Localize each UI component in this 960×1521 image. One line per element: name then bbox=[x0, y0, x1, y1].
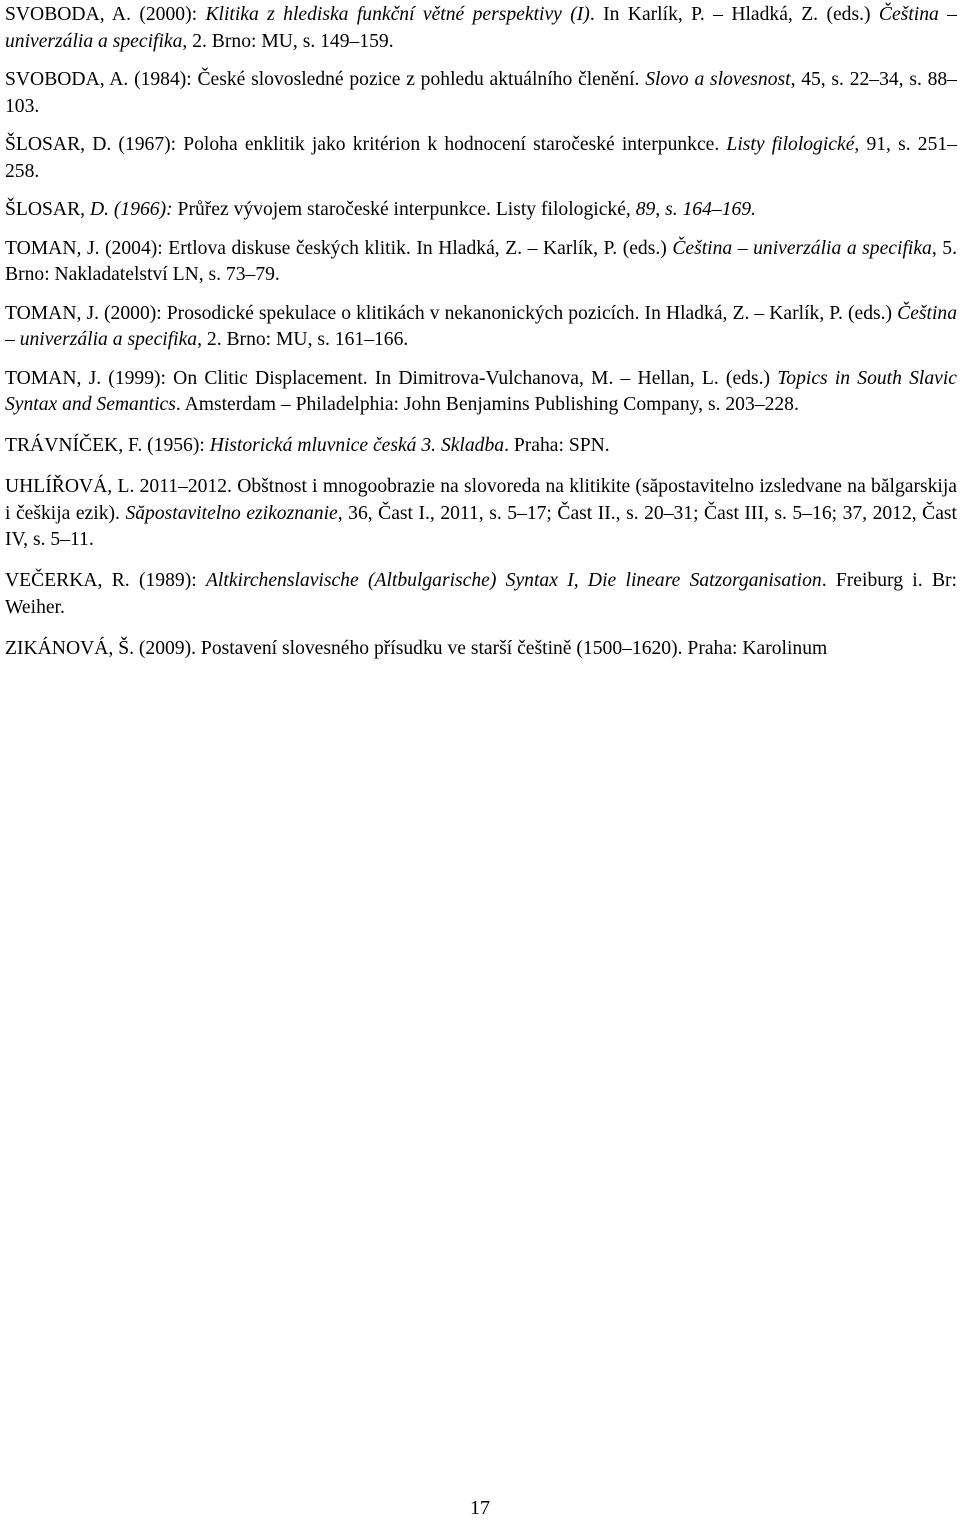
reference-entry: TOMAN, J. (2004): Ertlova diskuse českých klitik. In Hladká, Z. – Karlík, P. (eds.) Čeština – univerzália a specifika, 5. Brno: Nakladatelství LN, s. 73–79. bbox=[5, 237, 957, 285]
reference-list bbox=[5, 2, 957, 677]
reference-entry: ŠLOSAR, D. (1966): Průřez vývojem staročeské interpunkce. Listy filologické, 89, s. 164–169. bbox=[5, 199, 756, 220]
reference-entry: ŠLOSAR, D. (1967): Poloha enklitik jako kritérion k hodnocení staročeské interpunkce. Listy filologické, 91, s. 251–258. bbox=[5, 134, 957, 182]
reference-entry: SVOBODA, A. (1984): České slovosledné pozice z pohledu aktuálního členění. Slovo a slovesnost, 45, s. 22–34, s. 88–103. bbox=[5, 69, 957, 117]
reference-entry: SVOBODA, A. (2000): Klitika z hlediska funkční větné perspektivy (I). In Karlík, P. – Hladká, Z. (eds.) Čeština – univerzália a specifika, 2. Brno: MU, s. 149–159. bbox=[5, 4, 957, 52]
reference-entry: ZIKÁNOVÁ, Š. (2009). Postavení slovesného přísudku ve starší češtině (1500–1620). Praha: Karolinum bbox=[5, 637, 828, 659]
reference-entry: VEČERKA, R. (1989): Altkirchenslavische (Altbulgarische) Syntax I, Die lineare Satzorganisation. Freiburg i. Br: Weiher. bbox=[5, 570, 957, 618]
page-number: 17 bbox=[470, 1497, 490, 1519]
reference-entry: UHLÍŘOVÁ, L. 2011–2012. Obštnost i mnogoobrazie na slovoreda na klitikite (săpostavitelno izsledvane na bălgarskija i češkija ezik). Săpostavitelno ezikoznanie, 36, Čast I., 2011, s. 5–17; Čast II., s. 20–31; Čast III, s. 5–16; 37, 2012, Čast IV, s. 5–11. bbox=[5, 476, 958, 550]
reference-entry: TRÁVNÍČEK, F. (1956): Historická mluvnice česká 3. Skladba. Praha: SPN. bbox=[5, 435, 610, 456]
reference-entry: TOMAN, J. (1999): On Clitic Displacement. In Dimitrova-Vulchanova, M. – Hellan, L. (eds.) Topics in South Slavic Syntax and Semantics. Amsterdam – Philadelphia: John Benjamins Publishing Company, s. 203–228. bbox=[5, 367, 957, 415]
reference-entry: TOMAN, J. (2000): Prosodické spekulace o klitikách v nekanonických pozicích. In Hladká, Z. – Karlík, P. (eds.) Čeština – univerzália a specifika, 2. Brno: MU, s. 161–166. bbox=[5, 302, 957, 350]
